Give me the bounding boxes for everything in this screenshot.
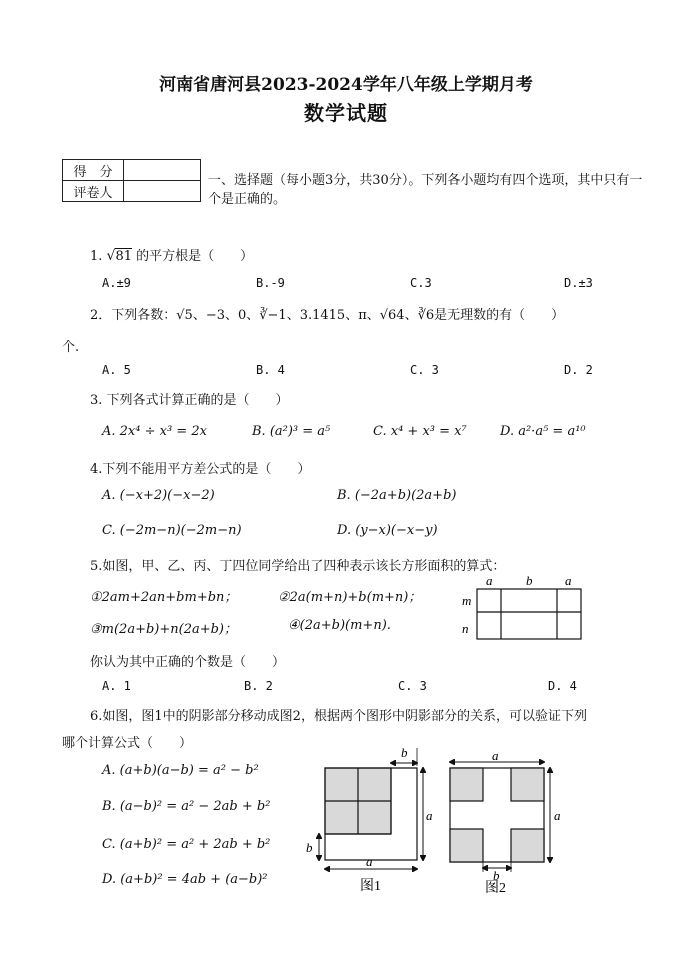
fig2-caption: 图2 <box>485 881 506 896</box>
q5-option-c[interactable]: C. 3 <box>398 679 427 693</box>
q1-radicand: 81 <box>115 249 133 264</box>
sqrt-icon: √ <box>106 248 116 264</box>
q4-option-b[interactable]: B. (−2a+b)(2a+b) <box>337 488 457 503</box>
q5-option-a[interactable]: A. 1 <box>102 679 131 693</box>
q6-option-c[interactable]: C. (a+b)² = a² + 2ab + b² <box>102 837 271 852</box>
q2-option-a[interactable]: A. 5 <box>102 363 131 377</box>
exam-subject-title: 数学试题 <box>304 101 388 125</box>
q6-option-a[interactable]: A. (a+b)(a−b) = a² − b² <box>102 763 259 778</box>
q3-stem: 3. 下列各式计算正确的是（ ） <box>90 393 289 408</box>
q3-option-b[interactable]: B. (a²)³ = a⁵ <box>252 424 331 439</box>
q6-stem-line2: 哪个计算公式（ ） <box>62 736 193 751</box>
q6-figure-1 <box>302 744 442 896</box>
score-cell[interactable] <box>124 160 201 181</box>
exam-title: 河南省唐河县2023-2024学年八年级上学期月考 <box>159 75 533 95</box>
q3-option-c[interactable]: C. x⁴ + x³ = x⁷ <box>373 424 467 439</box>
fig2-label-b-bottom: b <box>493 868 500 883</box>
grader-cell[interactable] <box>124 181 201 202</box>
q5-label-a-left: a <box>486 573 493 588</box>
q1-stem <box>90 245 253 264</box>
q5-stem: 5.如图，甲、乙、丙、丁四位同学给出了四种表示该长方形面积的算式： <box>90 559 506 574</box>
fig2-shaded-corner <box>511 768 544 801</box>
q5-label-m: m <box>462 593 472 608</box>
q1-option-a[interactable]: A.±9 <box>102 276 131 290</box>
q3-option-a[interactable]: A. 2x⁴ ÷ x³ = 2x <box>102 424 207 439</box>
fig2-shaded-corner <box>511 829 544 862</box>
fig1-label-b-left: b <box>306 840 313 855</box>
q2-stem: 2．下列各数：√5、−3、0、∛−1、3.1415、π、√64、∛6是无理数的有（ ） <box>90 308 565 323</box>
q5-expression-1: ①2am+2an+bm+bn； <box>90 590 238 605</box>
q5-label-b: b <box>526 573 533 588</box>
q6-stem-line1: 6.如图，图1中的阴影部分移动成图2，根据两个图形中阴影部分的关系，可以验证下列 <box>90 709 587 724</box>
fig1-label-a-bottom: a <box>366 854 373 869</box>
q5-expression-4: ④(2a+b)(m+n). <box>288 618 391 633</box>
score-label: 得 分 <box>63 160 124 181</box>
q5-expression-3: ③m(2a+b)+n(2a+b)； <box>90 622 238 637</box>
q5-outer-rect <box>477 589 581 639</box>
q1-number: 1. <box>90 249 103 264</box>
q6-option-b[interactable]: B. (a−b)² = a² − 2ab + b² <box>102 799 271 814</box>
q3-option-d[interactable]: D. a²·a⁵ = a¹⁰ <box>500 424 586 439</box>
q6-option-d[interactable]: D. (a+b)² = 4ab + (a−b)² <box>102 872 268 887</box>
q4-option-d[interactable]: D. (y−x)(−x−y) <box>337 523 438 538</box>
q1-option-c[interactable]: C.3 <box>410 276 432 290</box>
fig1-caption: 图1 <box>360 879 381 894</box>
fig2-shaded-corner <box>450 829 483 862</box>
q2-stem-tail: 个. <box>62 340 80 355</box>
section-intro: 一、选择题（每小题3分，共30分）。下列各小题均有四个选项，其中只有一个是正确的。 <box>208 173 643 207</box>
q5-ask: 你认为其中正确的个数是（ ） <box>90 655 286 670</box>
fig1-label-a-right: a <box>426 808 433 823</box>
q2-option-b[interactable]: B. 4 <box>256 363 285 377</box>
q2-option-d[interactable]: D. 2 <box>564 363 593 377</box>
fig2-shaded-corner <box>450 768 483 801</box>
q5-label-n: n <box>462 621 469 636</box>
score-table <box>62 159 201 202</box>
grader-label: 评卷人 <box>63 181 124 202</box>
q5-expression-2: ②2a(m+n)+b(m+n)； <box>278 590 422 605</box>
q6-figure-2 <box>440 754 568 896</box>
fig2-label-a-top: a <box>492 754 499 763</box>
q4-option-c[interactable]: C. (−2m−n)(−2m−n) <box>102 523 242 538</box>
q1-option-b[interactable]: B.-9 <box>256 276 285 290</box>
q2-option-c[interactable]: C. 3 <box>410 363 439 377</box>
q4-option-a[interactable]: A. (−x+2)(−x−2) <box>102 488 215 503</box>
q5-option-b[interactable]: B. 2 <box>244 679 273 693</box>
q5-label-a-right: a <box>565 573 572 588</box>
q4-stem: 4.下列不能用平方差公式的是（ ） <box>90 462 311 477</box>
q5-rectangle-figure <box>458 573 588 641</box>
q1-question: 的平方根是（ ） <box>136 249 254 264</box>
q5-option-d[interactable]: D. 4 <box>548 679 577 693</box>
q1-option-d[interactable]: D.±3 <box>564 276 593 290</box>
fig2-label-a-right: a <box>554 808 561 823</box>
fig1-label-b-top: b <box>401 745 408 760</box>
